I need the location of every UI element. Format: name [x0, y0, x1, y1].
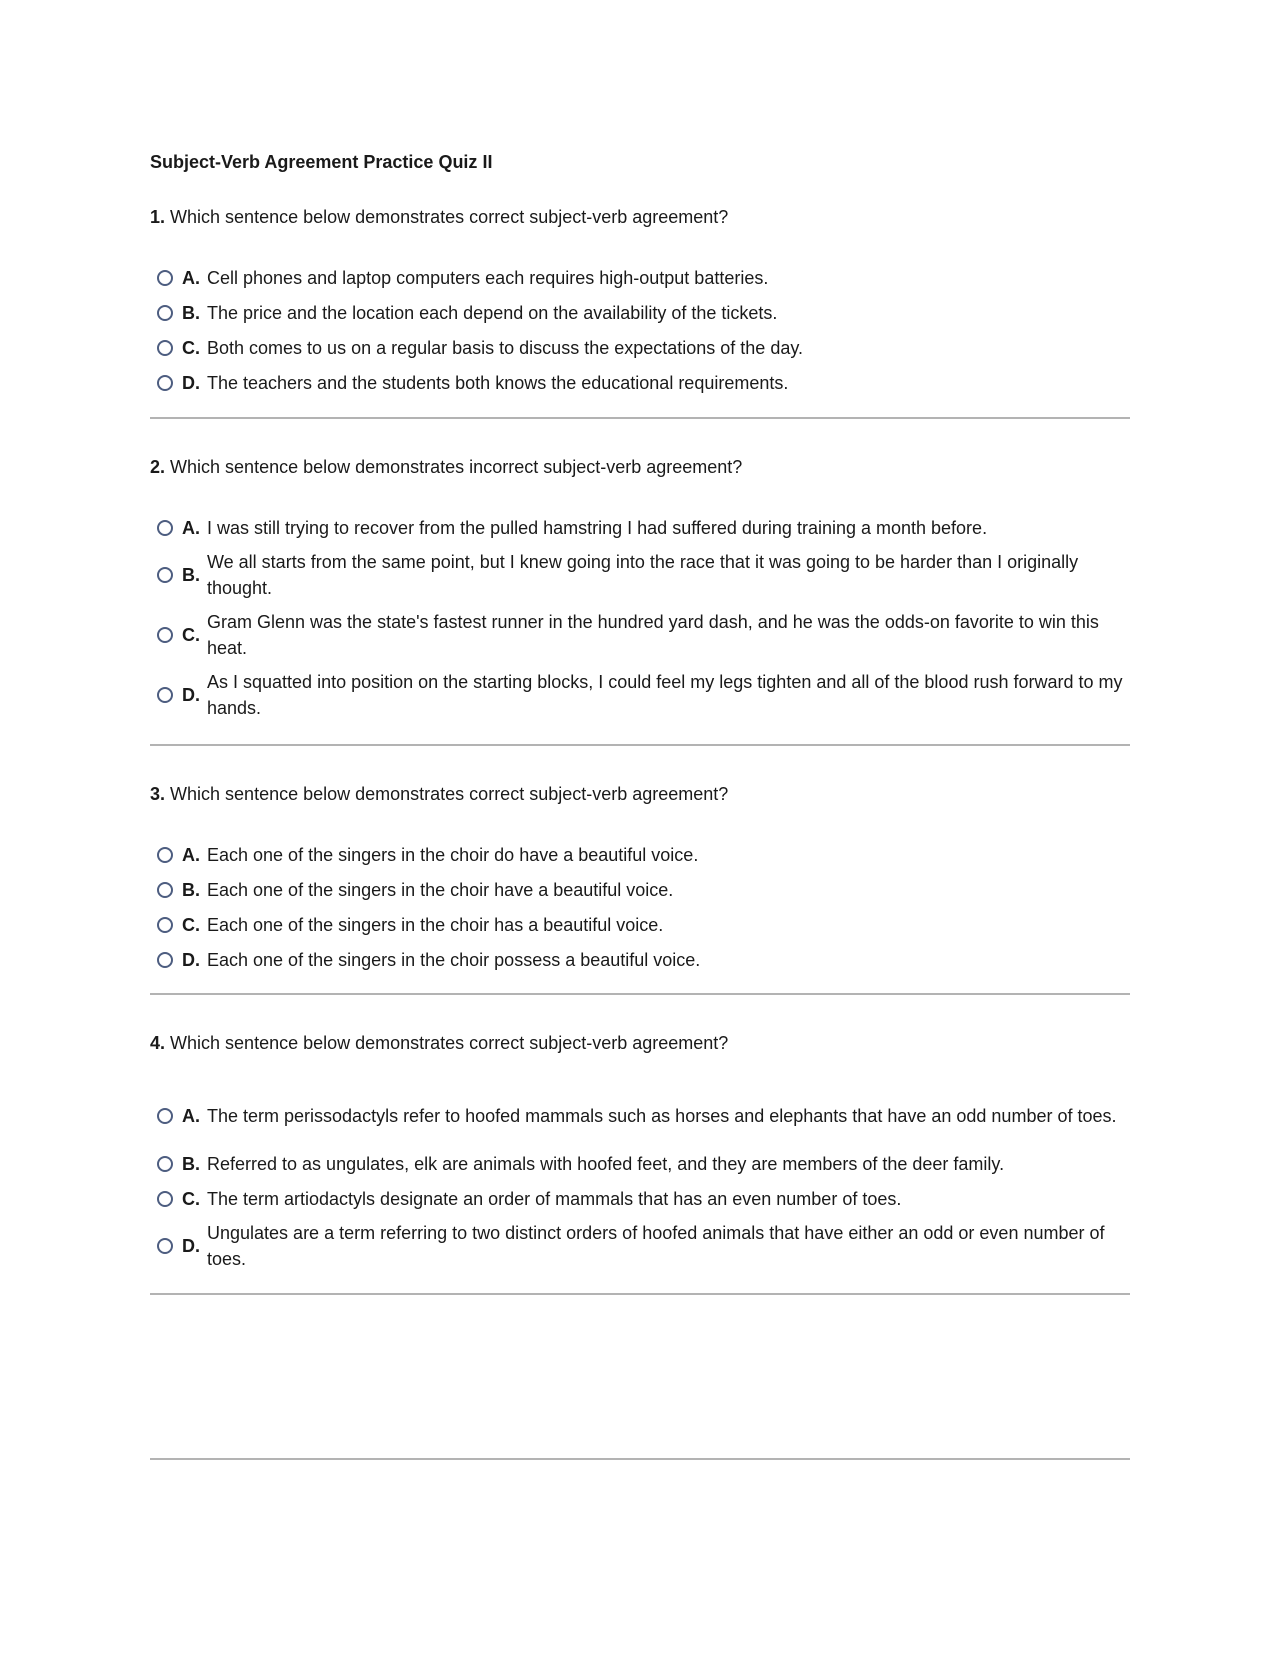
option-text: Ungulates are a term referring to two distinct orders of hoofed animals that have either an odd or even number of toes.: [207, 1223, 1105, 1269]
question-prompt: Which sentence below demonstrates correct subject-verb agreement?: [170, 784, 729, 804]
radio-button[interactable]: [157, 1108, 173, 1124]
radio-button[interactable]: [157, 375, 173, 391]
option-text: Each one of the singers in the choir do have a beautiful voice.: [207, 844, 699, 865]
divider: [150, 417, 1130, 419]
question-number: 2.: [150, 457, 166, 477]
option-letter: D.: [182, 1236, 200, 1256]
divider: [150, 1293, 1130, 1295]
option-text: As I squatted into position on the starting blocks, I could feel my legs tighten and all of the blood rush forward to my hands.: [207, 672, 1123, 718]
page-title: Subject-Verb Agreement Practice Quiz II: [150, 152, 493, 172]
option-b[interactable]: [150, 872, 1130, 907]
option-c[interactable]: [150, 605, 1130, 665]
option-c[interactable]: [150, 907, 1130, 942]
question-number: 4.: [150, 1033, 166, 1053]
option-letter: B.: [182, 302, 200, 323]
option-a[interactable]: [150, 260, 1130, 295]
option-letter: C.: [182, 337, 200, 358]
option-letter: B.: [182, 879, 200, 900]
option-letter: B.: [182, 1153, 200, 1174]
option-text: The term perissodactyls refer to hoofed mammals such as horses and elephants that have an odd number of toes.: [207, 1106, 1117, 1126]
radio-button[interactable]: [157, 1156, 173, 1172]
question-3: [150, 782, 1130, 977]
option-letter: C.: [182, 914, 200, 935]
option-b[interactable]: [150, 295, 1130, 330]
question-text: [150, 455, 1130, 479]
option-text: Each one of the singers in the choir has a beautiful voice.: [207, 914, 664, 935]
option-b[interactable]: [150, 1146, 1130, 1181]
option-letter: D.: [182, 949, 200, 970]
divider: [150, 744, 1130, 746]
option-text: Each one of the singers in the choir possess a beautiful voice.: [207, 949, 701, 970]
question-2: [150, 455, 1130, 725]
radio-button[interactable]: [157, 882, 173, 898]
option-letter: B.: [182, 565, 200, 585]
footer-divider: [150, 1458, 1130, 1460]
answer-options: [150, 510, 1130, 725]
answer-options: [150, 837, 1130, 977]
option-text: We all starts from the same point, but I knew going into the race that it was going to be harder than I originally thought.: [207, 552, 1079, 598]
question-prompt: Which sentence below demonstrates incorrect subject-verb agreement?: [170, 457, 743, 477]
radio-button[interactable]: [157, 952, 173, 968]
question-1: [150, 205, 1130, 400]
option-text: Referred to as ungulates, elk are animals with hoofed feet, and they are members of the deer family.: [207, 1153, 1005, 1174]
option-b[interactable]: [150, 545, 1130, 605]
option-text: The term artiodactyls designate an order of mammals that has an even number of toes.: [207, 1188, 902, 1209]
radio-button[interactable]: [157, 847, 173, 863]
option-letter: A.: [182, 1106, 200, 1126]
question-number: 3.: [150, 784, 166, 804]
question-4: [150, 1031, 1130, 1276]
option-d[interactable]: [150, 942, 1130, 977]
option-letter: A.: [182, 267, 200, 288]
radio-button[interactable]: [157, 520, 173, 536]
question-text: [150, 205, 1130, 229]
option-d[interactable]: [150, 1216, 1130, 1276]
option-d[interactable]: [150, 365, 1130, 400]
radio-button[interactable]: [157, 270, 173, 286]
radio-button[interactable]: [157, 305, 173, 321]
question-text: [150, 1031, 1130, 1055]
quiz-page: [150, 150, 1130, 174]
option-text: Gram Glenn was the state's fastest runner in the hundred yard dash, and he was the odds-on favorite to win this heat.: [207, 612, 1099, 658]
radio-button[interactable]: [157, 567, 173, 583]
answer-options: [150, 1086, 1130, 1276]
radio-button[interactable]: [157, 340, 173, 356]
radio-button[interactable]: [157, 917, 173, 933]
option-c[interactable]: [150, 330, 1130, 365]
option-a[interactable]: [150, 1086, 1130, 1146]
question-number: 1.: [150, 207, 166, 227]
option-letter: C.: [182, 625, 200, 645]
option-a[interactable]: [150, 837, 1130, 872]
divider: [150, 993, 1130, 995]
option-text: Each one of the singers in the choir have a beautiful voice.: [207, 879, 674, 900]
option-letter: C.: [182, 1188, 200, 1209]
option-letter: A.: [182, 844, 200, 865]
question-prompt: Which sentence below demonstrates correct subject-verb agreement?: [170, 1033, 729, 1053]
option-d[interactable]: [150, 665, 1130, 725]
radio-button[interactable]: [157, 1238, 173, 1254]
answer-options: [150, 260, 1130, 400]
option-text: The price and the location each depend on the availability of the tickets.: [207, 302, 778, 323]
option-a[interactable]: [150, 510, 1130, 545]
option-c[interactable]: [150, 1181, 1130, 1216]
option-text: Cell phones and laptop computers each requires high-output batteries.: [207, 267, 769, 288]
option-letter: D.: [182, 685, 200, 705]
question-text: [150, 782, 1130, 806]
option-letter: D.: [182, 372, 200, 393]
radio-button[interactable]: [157, 687, 173, 703]
question-prompt: Which sentence below demonstrates correct subject-verb agreement?: [170, 207, 729, 227]
option-text: The teachers and the students both knows the educational requirements.: [207, 372, 789, 393]
option-text: Both comes to us on a regular basis to discuss the expectations of the day.: [207, 337, 804, 358]
radio-button[interactable]: [157, 627, 173, 643]
option-text: I was still trying to recover from the pulled hamstring I had suffered during training a month before.: [207, 517, 988, 538]
radio-button[interactable]: [157, 1191, 173, 1207]
option-letter: A.: [182, 517, 200, 538]
